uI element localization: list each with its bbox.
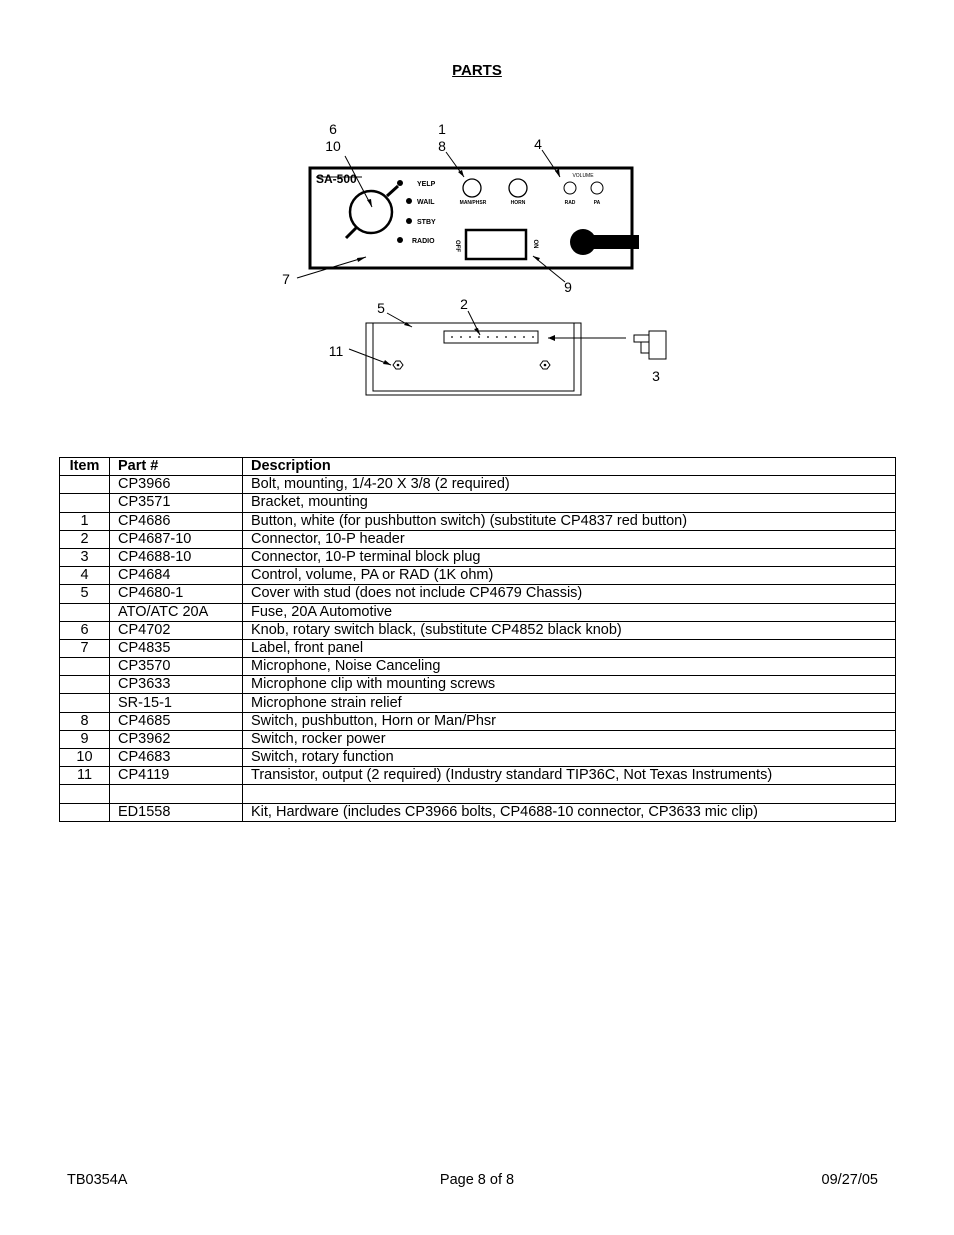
callout-2: 2 [460,296,468,312]
table-row [60,476,896,494]
rocker-off-label: OFF [454,240,460,252]
cell-description: Control, volume, PA or RAD (1K ohm) [243,567,896,585]
cell-part-number: CP4683 [110,749,243,767]
cell-part-number: CP4702 [110,621,243,639]
unit-label: SA-500 [316,172,357,186]
cell-part-number: SR-15-1 [110,694,243,712]
table-row [60,803,896,821]
callout-6: 6 [329,121,337,137]
cell-item: 10 [60,749,110,767]
cell-description: Label, front panel [243,639,896,657]
cell-description: Switch, rotary function [243,749,896,767]
cell-description: Fuse, 20A Automotive [243,603,896,621]
cell-item [60,676,110,694]
cell-part-number: CP4835 [110,639,243,657]
table-row [60,494,896,512]
callout-3: 3 [652,368,660,384]
cell-description: Microphone clip with mounting screws [243,676,896,694]
table-row [60,530,896,548]
table-row [60,621,896,639]
horn-label: HORN [510,200,526,206]
table-row [60,785,896,803]
cell-item: 6 [60,621,110,639]
cell-description: Kit, Hardware (includes CP3966 bolts, CP4688-10 connector, CP3633 mic clip) [243,803,896,821]
cell-item: 9 [60,730,110,748]
cell-part-number: CP4680-1 [110,585,243,603]
cell-item: 2 [60,530,110,548]
cell-description: Switch, rocker power [243,730,896,748]
table-row [60,730,896,748]
cell-part-number: CP3633 [110,676,243,694]
parts-table-body [60,476,896,822]
parts-table [59,457,896,822]
cell-description: Cover with stud (does not include CP4679 Chassis) [243,585,896,603]
rad-label: RAD [564,200,576,206]
cell-item: 3 [60,548,110,566]
cell-item [60,494,110,512]
pa-volume-knob [591,182,603,194]
cell-item [60,785,110,803]
cell-description [243,785,896,803]
table-row [60,676,896,694]
table-row [60,585,896,603]
volume-label: VOLUME [572,173,594,179]
callout-11: 11 [328,343,344,359]
cell-part-number: CP3962 [110,730,243,748]
cell-description: Microphone strain relief [243,694,896,712]
cell-part-number: CP4686 [110,512,243,530]
callout-9: 9 [564,279,572,295]
cell-part-number: CP3966 [110,476,243,494]
cell-item: 7 [60,639,110,657]
cell-description: Transistor, output (2 required) (Industry standard TIP36C, Not Texas Instruments) [243,767,896,785]
horn-button [509,179,527,197]
cell-item [60,658,110,676]
callout-8: 8 [438,138,446,154]
cell-description: Connector, 10-P header [243,530,896,548]
mode-label-stby: STBY [417,219,436,226]
callout-5: 5 [377,300,385,316]
footer-doc-id: TB0354A [67,1172,128,1188]
table-row [60,712,896,730]
cell-part-number: CP3571 [110,494,243,512]
cell-item: 11 [60,767,110,785]
cell-part-number: CP4684 [110,567,243,585]
cell-description: Switch, pushbutton, Horn or Man/Phsr [243,712,896,730]
table-row [60,567,896,585]
rocker-switch [466,230,526,259]
parts-diagram [270,110,690,410]
table-row [60,603,896,621]
table-row [60,694,896,712]
cell-part-number: CP3570 [110,658,243,676]
callout-10: 10 [325,138,341,154]
cell-item [60,803,110,821]
cell-part-number: ATO/ATC 20A [110,603,243,621]
cell-item: 1 [60,512,110,530]
cell-description: Knob, rotary switch black, (substitute CP4852 black knob) [243,621,896,639]
page-title: PARTS [452,62,502,79]
table-header-row [60,458,896,476]
mode-label-wail: WAIL [417,199,435,206]
table-row [60,767,896,785]
table-row [60,639,896,657]
cell-description: Bracket, mounting [243,494,896,512]
header-item: Item [60,458,110,476]
man-phsr-label: MAN/PHSR [459,200,487,206]
cell-item [60,694,110,712]
callout-7: 7 [282,271,290,287]
rotary-knob [350,191,392,233]
cell-item [60,476,110,494]
table-row [60,658,896,676]
header-part-number: Part # [110,458,243,476]
footer-date: 09/27/05 [821,1172,878,1188]
cell-item [60,603,110,621]
cell-part-number: CP4685 [110,712,243,730]
cell-description: Bolt, mounting, 1/4-20 X 3/8 (2 required) [243,476,896,494]
mode-label-radio: RADIO [412,238,435,245]
cell-part-number: ED1558 [110,803,243,821]
footer-page-number: Page 8 of 8 [439,1172,515,1188]
cell-description: Button, white (for pushbutton switch) (substitute CP4837 red button) [243,512,896,530]
callout-4: 4 [534,136,542,152]
rocker-on-label: ON [532,239,538,249]
header-description: Description [243,458,896,476]
cell-part-number: CP4687-10 [110,530,243,548]
callout-1: 1 [438,121,446,137]
table-row [60,749,896,767]
cell-description: Connector, 10-P terminal block plug [243,548,896,566]
table-row [60,512,896,530]
mode-label-yelp: YELP [417,181,436,188]
cell-part-number: CP4119 [110,767,243,785]
rad-volume-knob [564,182,576,194]
table-row [60,548,896,566]
cell-item: 8 [60,712,110,730]
cell-description: Microphone, Noise Canceling [243,658,896,676]
cell-part-number: CP4688-10 [110,548,243,566]
terminal-plug [649,331,666,359]
man-phsr-button [463,179,481,197]
cell-part-number [110,785,243,803]
cell-item: 4 [60,567,110,585]
pa-label: PA [593,200,601,206]
cell-item: 5 [60,585,110,603]
